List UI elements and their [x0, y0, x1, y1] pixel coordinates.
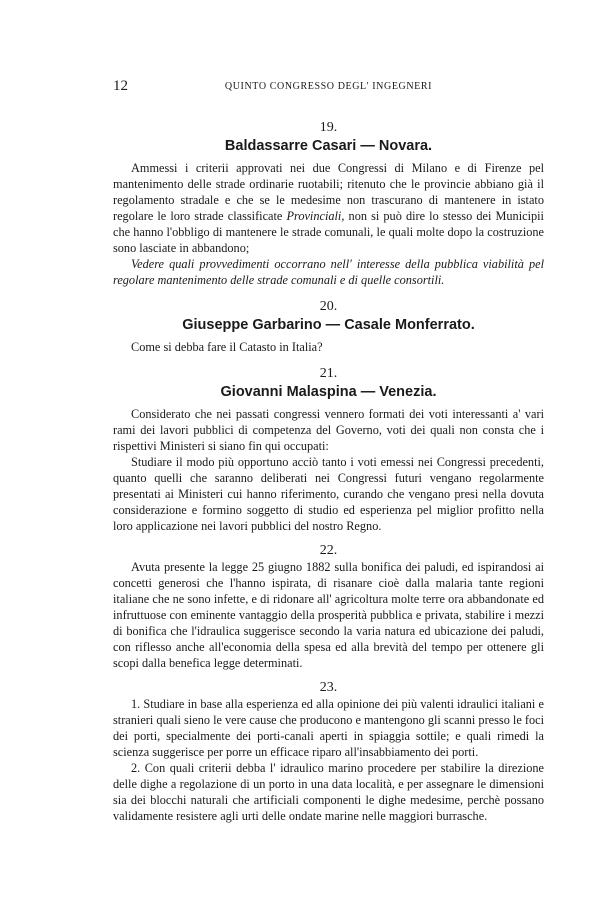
section-title: Giuseppe Garbarino — Casale Monferrato. [182, 317, 475, 333]
paragraph: Studiare il modo più opportuno acciò tanto i voti emessi nei Congressi precedenti, quanto quelli che saranno deliberati nei Congressi futuri vengano regolarmente presentati ai Ministeri cui hanno riferimento, curando che vengano presi nella dovuta considerazione e formino soggetto di studio ed esperienza pel miglior profitto nella loro applicazione nei lavori pubblici del nostro Regno. [113, 455, 544, 533]
section-number: 19. [319, 120, 338, 135]
paragraph: Avuta presente la legge 25 giugno 1882 sulla bonifica dei paludi, ed ispirandosi ai concetti generosi che l'hanno ispirata, di risanare cioè dalla malaria tante regioni italiane che ne sono infette, e di ridonare all' agricoltura molte terre ora abbandonate ed infruttuose con eminente vantaggio della prosperità pubblica e privata, stabilire i mezzi di bonifica che l'idraulica suggerisce secondo la varia natura ed ubicazione dei paludi, con riflesso anche all'economia della spesa ed alla brevità del tempo per ottenere gli scopi dalla benefica legge determinati. [113, 560, 544, 670]
paragraph: 2. Con quali criterii debba l' idraulico marino procedere per stabilire la direzione delle dighe a regolazione di un porto in una data località, e per assegnare le dimensioni sia dei blocchi naturali che artificiali componenti le dighe medesime, perchè possano validamente resistere agli urti delle ondate marine nelle maggiori burrasche. [113, 761, 544, 823]
section-number: 21. [319, 366, 338, 381]
paragraph: Considerato che nei passati congressi vennero formati dei voti interessanti a' vari rami dei lavori pubblici di competenza del Governo, voti dei quali non consta che i rispettivi Ministeri si siano fin qui occupati: [113, 407, 544, 453]
section-19 [113, 120, 544, 288]
section-22 [113, 543, 544, 671]
page-body [113, 120, 544, 824]
section-number: 20. [319, 299, 338, 314]
paragraph: 1. Studiare in base alla esperienza ed alla opinione dei più valenti idraulici italiani e stranieri quali sieno le vere cause che producono e mantengono gli scanni presso le foci dei porti, specialmente dei porti-canali aperti in spiaggia sottile; e quali rimedi la scienza suggerisce per porre un efficace riparo all'insabbiamento dei porti. [113, 697, 544, 759]
running-title: QUINTO CONGRESSO DEGL' INGEGNERI [224, 81, 433, 92]
section-title: Baldassarre Casari — Novara. [224, 138, 433, 154]
page-header [113, 78, 544, 98]
section-number: 23. [319, 680, 338, 695]
page-number: 12 [113, 78, 128, 94]
paragraph: Come si debba fare il Catasto in Italia? [131, 340, 323, 354]
section-20 [113, 299, 544, 355]
section-23 [113, 680, 544, 824]
paragraph: Ammessi i criterii approvati nei due Congressi di Milano e di Firenze pel mantenimento delle strade ordinarie ruotabili; ritenuto che le provincie abbiano già il regolamento stradale e che se le medesime non trascurano di mantenere in istato regolare le loro strade classificate Provinciali, non si può dire lo stesso dei Municipii che hanno l'obbligo di mantenere le strade comunali, le quali molte dopo la costruzione sono lasciate in abbandono; [113, 161, 544, 255]
section-21 [113, 366, 544, 534]
section-title: Giovanni Malaspina — Venezia. [220, 384, 437, 400]
section-number: 22. [319, 543, 338, 558]
paragraph: Vedere quali provvedimenti occorrano nell' interesse della pubblica viabilità pel regolare mantenimento delle strade comunali e di quelle consortili. [113, 257, 544, 287]
